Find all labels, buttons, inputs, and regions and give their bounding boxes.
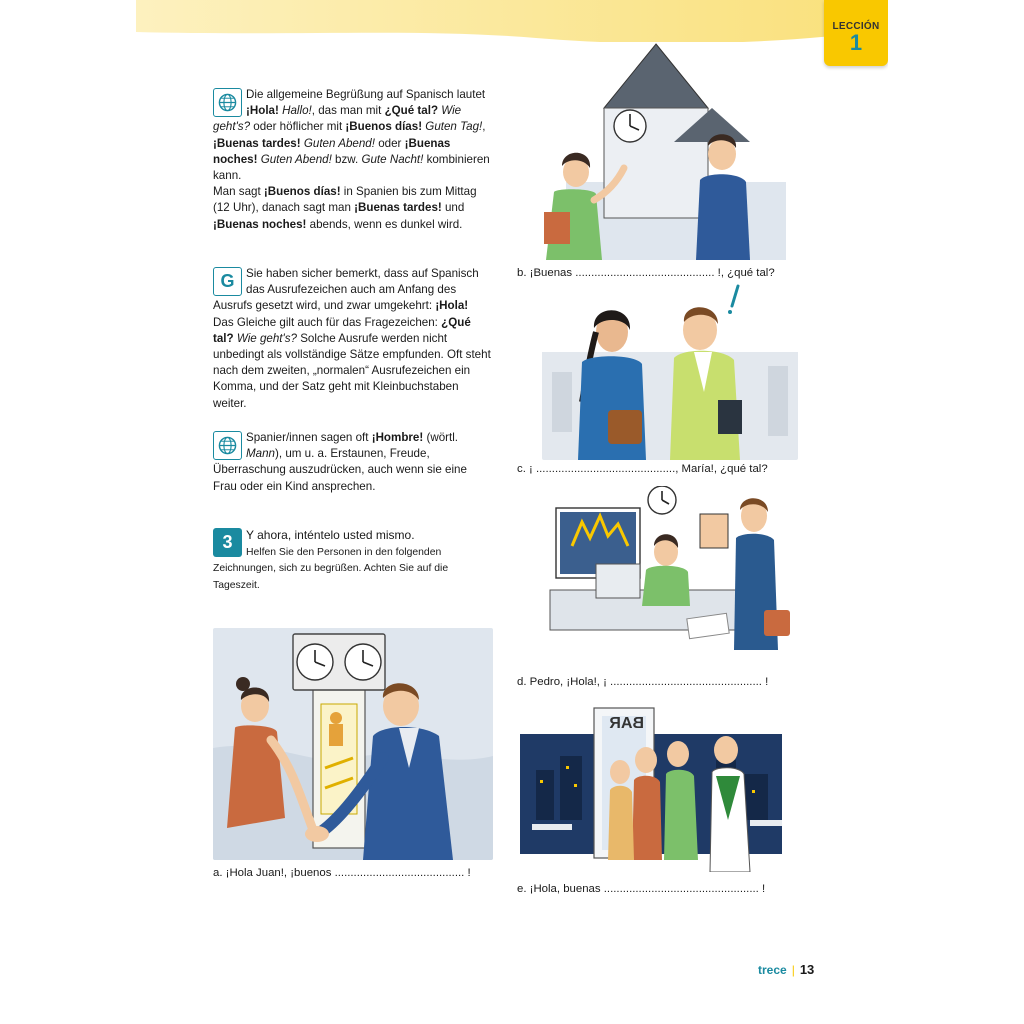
page-word: trece	[758, 963, 787, 977]
exercise-instruction: Helfen Sie den Personen in den folgenden Zeichnungen, sich zu begrüßen. Achten Sie auf die Tageszeit.	[213, 547, 449, 591]
caption-c: c. ¡ ............................................, María!, ¿qué tal?	[517, 463, 768, 475]
info-box-hombre	[213, 430, 491, 495]
lesson-tab	[824, 0, 888, 66]
bar-sign: BAR	[609, 715, 644, 732]
textbook-page	[136, 0, 888, 1024]
page-number: 13	[799, 962, 815, 977]
illustration-c	[542, 282, 798, 460]
illustration-e	[516, 700, 794, 872]
exercise-3	[213, 527, 493, 593]
globe-icon	[213, 431, 242, 460]
caption-a: a. ¡Hola Juan!, ¡buenos ......................................... !	[213, 867, 471, 879]
info-box-greetings-text: Die allgemeine Begrüßung auf Spanisch lautet ¡Hola! Hallo!, das man mit ¿Qué tal? Wie geht's? oder höflicher mit ¡Buenos días! Guten Tag!, ¡Buenas tardes! Guten Abend! oder ¡Buenas noches! Guten Abend! bzw. Gute Nacht! kombinieren kann. Man sagt ¡Buenos días! in Spanien bis zum Mittag (12 Uhr), danach sagt man ¡Buenas tardes! und ¡Buenas noches! abends, wenn es dunkel wird.	[213, 88, 490, 231]
caption-d: d. Pedro, ¡Hola!, ¡ ................................................ !	[517, 676, 769, 688]
globe-icon	[213, 88, 242, 117]
illustration-a	[213, 628, 493, 860]
caption-e: e. ¡Hola, buenas ................................................. !	[517, 883, 766, 895]
header-band	[136, 0, 888, 48]
footer-separator: |	[791, 963, 795, 977]
caption-b: b. ¡Buenas ............................................ !, ¿qué tal?	[517, 267, 775, 279]
info-box-greetings	[213, 87, 491, 233]
grammar-icon: G	[213, 267, 242, 296]
lesson-number: 1	[849, 30, 863, 55]
info-box-punctuation-text: Sie haben sicher bemerkt, dass auf Spanisch das Ausrufezeichen auch am Anfang des Ausrufs gesetzt wird, und zwar umgekehrt: ¡Hola! Das Gleiche gilt auch für das Fragezeichen: ¿Qué tal? Wie geht's? Solche Ausrufe werden nicht unbedingt als vollständige Sätze empfunden. Oft steht nach dem zweiten, „normalen“ Ausrufezeichen ein Komma, und der Satz geht mit Kleinbuchstaben weiter.	[213, 267, 491, 410]
lesson-label: LECCIÓN	[832, 21, 880, 32]
info-box-punctuation	[213, 266, 491, 412]
illustration-b	[536, 42, 806, 260]
info-box-hombre-text: Spanier/innen sagen oft ¡Hombre! (wörtl. Mann), um u. a. Erstaunen, Freude, Überraschung auszudrücken, auch wenn sie eine Frau oder ein Kind ansprechen.	[213, 431, 467, 493]
exercise-number: 3	[213, 528, 242, 557]
page-footer	[758, 962, 814, 977]
exercise-title: Y ahora, inténtelo usted mismo.	[246, 528, 415, 542]
illustration-d	[542, 486, 804, 650]
